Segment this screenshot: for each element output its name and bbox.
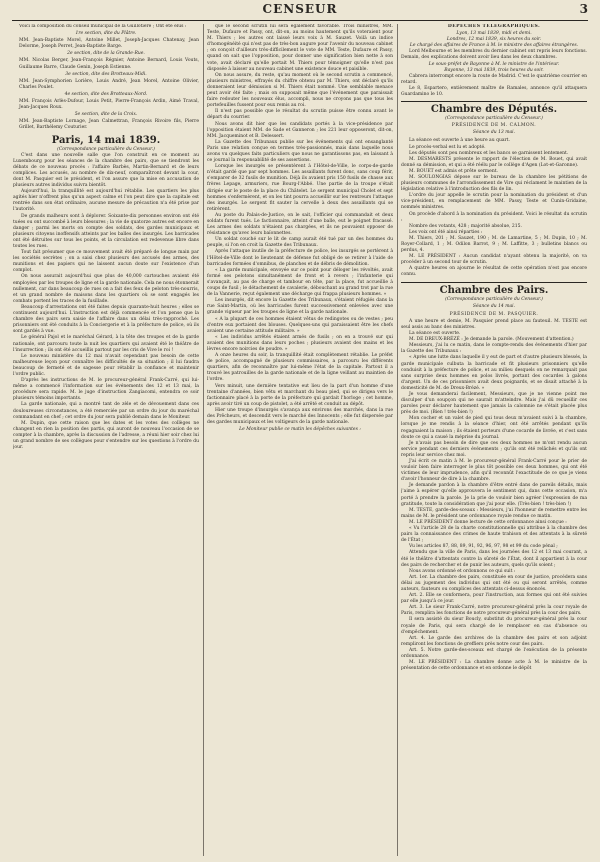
presidency-line: PRÉSIDENCE DE M. CALMON. [451, 123, 537, 129]
session-paragraph: Je demande pardon à la chambre d'être entré dans de pareils détails, mais j'aime à espérer qu'elle approuvera le sentiment qui, dans cette occasion, m'a porté à prendre la parole. Je la prie de vouloir bien agréer l'expression de ma gratitude, toute la considération que j'ai pour elle. (Très-bien ! très-bien !) [401, 483, 587, 507]
depeches-title: DÉPÊCHES TÉLÉGRAPHIQUES. [447, 24, 541, 29]
depeche-line: Lyon, 13 mai 1839, midi et demi. [456, 31, 532, 37]
article-paragraph: Tout fait présumer que ce mouvement avait été préparé de longue main par les sociétés secrètes ; on a saisi chez plusieurs des accusés des armes, des munitions et des papiers qui ne laissent aucun doute sur l'existence d'un complot. [13, 250, 199, 274]
session-paragraph: Art. 3. Le sieur Frank-Carré, notre procureur-général près la cour royale de Paris, remplira les fonctions de notre procureur-général près la cour des pairs. [401, 605, 587, 617]
session-date: Séance du 13 mai. [472, 130, 516, 136]
article-paragraph: Après l'attaque inutile de la préfecture de police, les insurgés se portèrent à l'Hôtel-de-Ville dont le lieutenant de défense fut obligé de se retirer à l'aide de barricades formées d'omnibus, de planches et de débris de démolition. [207, 249, 393, 267]
column-divider [203, 24, 204, 856]
chamber-pairs-heading: Chambre des Pairs. [401, 282, 587, 297]
masthead [12, 2, 588, 21]
depeche-line: Le sous-préfet de Bayonne à M. le ministre de l'intérieur. [428, 61, 560, 67]
session-paragraph: A quatre heures on ajourne le résultat de cette opération n'est pas encore connu. [401, 266, 587, 278]
session-paragraph: Les voix ont été ainsi réparties : [409, 229, 483, 235]
newspaper-title: CENSEUR [262, 2, 338, 16]
article-paragraph: C'est dans une nouvelle salle que l'on construit en ce moment au Luxembourg pour les séances de la chambre des pairs, que se tiendront les débats de ce nouveau procès : l'affaire Barbès, Martin-Bernard et de leurs complices. Les accusés, au nombre de dix-neuf, comparaîtront devant la cour, dont M. Pasquier est le président, et l'on assure que la mise en accusation de plusieurs autres individus suivra bientôt. [13, 152, 199, 189]
page-number: 3 [579, 2, 588, 16]
section-heading: 3e section, dite des Brotteaux-Midi. [65, 71, 147, 77]
article-paragraph: Il n'est pas possible que le résultat du scrutin puisse être connu avant le départ du courrier. [207, 109, 393, 121]
session-paragraph: M. BOUET est admis et prête serment. [409, 168, 498, 174]
article-paragraph: Lorsque les insurgés se présentèrent à l'Hôtel-de-Ville, le corps-de-garde n'était gardé que par sept hommes. Les assaillants furent donc, sans coup férir, s'emparer de 32 fusils de munition. Déjà ils avaient pris 150 fusils de chasse aux frères Lepage, armuriers, rue Bourg-l'Abbé. Une partie de la troupe s'était dirigée sur le poste de la place du Châtelet. Le sergent municipal Cholet et sept hommes s'enfermèrent, et on les tint pourra accueillir sur les rentreurs l'attaque des insurgés. Le sergent fit sauter la cervelle à deux des assaillants qui se retirèrent. [207, 164, 393, 212]
session-paragraph: M. LE PRÉSIDENT donne lecture de cette ordonnance ainsi conçue : [409, 519, 567, 525]
section-heading: 1re section, dite du Plâtre. [75, 31, 137, 37]
session-paragraph: Mon cocher et un valet de pied qui tous deux m'avaient suivi à la chambre, lorsque je me rendis à la séance d'hier, ont été arrêtés pendant qu'ils regagnaient la maison ; ils étaient porteurs d'une cocarde de livrée, et c'est sans doute ce qui a causé la méprise du journal. [401, 416, 587, 440]
article-paragraph: Aujourd'hui, la tranquillité est aujourd'hui rétablie. Les quartiers les plus agités hier n'offrent plus qu'un aspect calme et l'on peut dire que la capitale est rentrée dans son état ordinaire, aucune mesure de précaution n'a été prise par l'autorité. [13, 189, 199, 213]
article-paragraph: Le général Pajol et le maréchal Gérard, à la tête des troupes et de la garde nationale, ont parcouru toute la nuit les quartiers qui avaient été le théâtre de l'insurrection ; ils ont été accueillis partout par les cris de Vive le roi ! [13, 335, 199, 353]
depeche-line: Bayonne, 13 mai 1839, trois heures du soir. [444, 67, 544, 73]
session-paragraph: « Vu l'article 28 de la charte constitutionnelle qui attribue à la chambre des pairs la connaissance des crimes de haute trahison et des attentats à la sûreté de l'État ; [401, 526, 587, 544]
session-paragraph: Les députés sont peu nombreux et les bancs se garnissent lentement. [409, 150, 569, 156]
member-list: MM. François Arlès-Dufour, Louis Petit, Pierre-François Ardin, Aimé Traval, Jean-Jacques Roux. [19, 99, 199, 111]
member-list: MM. Jean-Symphorien Lorière, Louis André, Jean Morel, Antoine Olivier, Charles Poulet. [19, 78, 199, 90]
section-heading: 2e section, dite de la Grande-Rue. [67, 51, 145, 57]
correspondence-note: (Correspondance particulière du Censeur.) [57, 146, 155, 152]
session-paragraph: M. SOULONGIAS dépose sur le bureau de la chambre les pétitions de plusieurs communes de l'arrondissement de Vire qui réclament le maintien de la législation relative à l'introduction des fils de lin. [401, 174, 587, 193]
article-paragraph: que le second scrutin lui sera également favorable. Trois ministres, MM. Teste, Dufaure et Passy, ont, dit-on, au moins hautement qu'ils voteraient pour M. Thiers ; les autres ont laissé leurs voix à M. Sauzet. Voilà un indice d'homogénéité qui n'est pas de très-bon augure pour l'avenir du nouveau cabinet ; on conçoit d'ailleurs très-difficilement le vote de MM. Teste, Dufaure et Passy, quand on sait que l'opposition, pour donner une signification bien nette à son vote, avait déclaré qu'elle portait M. Thiers pour témoigner qu'elle n'est pas disposée à laisser au nouveau cabinet une existence douce et paisible. [207, 24, 393, 72]
column-2 [207, 24, 393, 856]
member-list: MM. Jean-Baptiste Morel, Antoine Millet, Joseph-Jacques Chatenay, Jean Delorme, Joseph Perret, Jean-Baptiste Barge. [19, 38, 199, 50]
session-paragraph: Nous avons ordonné et ordonnons ce qui suit : [409, 568, 516, 574]
correspondence-note: (Correspondance particulière du Censeur.) [445, 116, 543, 122]
session-paragraph: On procède d'abord à la nomination du président. Voici le résultat du scrutin : [401, 211, 587, 223]
chamber-deputes-heading: Chambre des Députés. [401, 101, 587, 116]
section-heading: 5e section, dite de la Croix. [74, 112, 138, 118]
session-paragraph: La séance est ouverte à une heure au quart. [409, 138, 510, 144]
article-paragraph: Vers minuit, une dernière tentative eut lieu de la part d'un homme d'une trentaine d'années, bien vêtu et marchant du beau pied, qui se dirigea vers le factionnaire placé à la porte de la préfecture qui gardait l'horloge ; cet homme, après avoir tiré un coup de pistolet, a été arrêté et conduit au dépôt. [207, 383, 393, 407]
session-paragraph: Art. 2. Elle se conformera, pour l'instruction, aux formes qui ont été suivies par elle jusqu'à ce jour. [401, 593, 587, 605]
article-paragraph: La garde nationale, qui a montré tant de zèle et de dévouement dans ces douloureuses circonstances, a été remerciée par un ordre du jour du maréchal commandant en chef ; cet ordre du jour sera publié demain dans le Moniteur. [13, 402, 199, 420]
article-paragraph: « Les individus arrêtés étaient armés de fusils ; on en a trouvé sur qui avaient des munitions dans leurs poches ; plusieurs avaient des mains et les lèvres encore noircies de poudre. » [207, 334, 393, 352]
session-paragraph: Art. 4. Le garde des archives de la chambre des pairs et son adjoint rempliront les fonctions de greffiers près notre cour des pairs. [401, 635, 587, 647]
session-paragraph: A une heure et demie, M. Pasquier prend place au fauteuil. M. TESTE est seul assis au banc des ministres. [401, 318, 587, 330]
member-list: MM. Nicolas Berger, Jean-François Régnier, Antoine Bernard, Louis Vouts, Guillaume Barre, Claude Genin, Joseph Estienne. [19, 58, 199, 70]
depeche-line: Lord Melbourne et les membres du dernier cabinet ont repris leurs fonctions. Demain, des explications doivent avoir lieu dans les deux chambres. [401, 49, 587, 61]
intro-line: Voici la composition du conseil municipal de la Guillotière ; Ont été élus : [19, 24, 187, 29]
session-paragraph: M. DE DREUX-BRÉZÉ : Je demande la parole. (Mouvement d'attention.) [409, 337, 574, 343]
article-paragraph: La Gazette des Tribunaux publie sur les événements qui ont ensanglanté Paris une relation conçue en termes très-passionnés, mais dans laquelle nous avons vu quelques faits particuliers que nous ne garantissons pas, en laissant à ce journal la responsabilité de ses assertions. [207, 139, 393, 164]
session-paragraph: Je vous demanderai facilement, Messieurs, que je ne vienne point me disculper d'un soupçon qui ne saurait m'atteindre. Mais j'ai dû recueillir ces paroles pour déclarer hautement que jamais la calomnie ne s'était placée plus près de moi. (Bien ! très-bien !) [401, 391, 587, 416]
article-paragraph: On nous assurait aujourd'hui que plus de 40,000 cartouches avaient été employées par les troupes de ligne et la garde nationale. Cela ne nous étonnerait nullement, car dans beaucoup de rues on a fait des feux de peloton très-nourris, et un grand nombre de maisons dans les quartiers où se sont engagés les combats portent les traces de la fusillade. [13, 274, 199, 304]
article-paragraph: Hier une troupe d'insurgés s'avança aux environs des marchés, dans la rue des Prêcheurs, et descendit vers le marché des Innocents ; elle fut dispersée par des gardes municipaux et les voltigeurs de la garde nationale. [207, 407, 393, 426]
session-paragraph: Il sera assisté du sieur Boucly, substitut du procureur-général près la cour royale de Paris, qui sera chargé de le remplacer en cas d'absence ou d'empêchement. [401, 617, 587, 635]
article-paragraph: D'après les instructions de M. le procureur-général Frank-Carré, qui lui-même a commencé l'information sur les événements des 12 et 13 mai, la procédure sera rapide. M. le juge d'instruction Zangiacomi, entendra ce soir plusieurs témoins importants. [13, 378, 199, 402]
session-paragraph: M. LE PRÉSIDENT : La chambre donne acte à M. le ministre de la présentation de cette ordonnance et en ordonne le dépôt [401, 660, 587, 672]
column-1 [13, 24, 199, 856]
article-paragraph: Beaucoup d'arrestations ont été faites depuis quarante-huit heures ; elles se continuent aujourd'hui. L'instruction est déjà commencée et l'on pense que la chambre des pairs sera saisie de l'affaire dans un délai très-rapproché. Les prisonniers ont été conduits à la Conciergerie et à la préfecture de police, où ils sont gardés à vue. [13, 304, 199, 335]
dateline-heading: Paris, 14 mai 1839. [51, 134, 161, 146]
article-paragraph: Le nouveau ministère du 12 mai n'avait cependant pas besoin de cette malheureuse leçon pour connaître les difficultés de sa situation ; il lui faudra beaucoup de fermeté et de sagesse pour rétablir la confiance et maintenir l'ordre public. [13, 353, 199, 377]
article-paragraph: De grands malheurs sont à déplorer. Soixante-dix personnes environ ont été tuées ou ont succombé à leurs blessures ; la vie de quatorze autres est encore en danger ; parmi les morts on compte des soldats, des gardes municipaux et plusieurs citoyens inoffensifs atteints par les balles des insurgés. Les barricades ont été détruites sur tous les points, et la circulation est redevenue libre dans toutes les rues. [13, 213, 199, 249]
article-paragraph: M. Dupin, que cette raison que les dates et les votes des collèges ne changent en rien la position des partis, qui auront de nouveau l'occasion de se compter à la chambre, après la discussion de l'adresse, a réuni hier soir chez lui un grand nombre de ses collègues pour s'entendre sur les questions à l'ordre du jour. [13, 420, 199, 451]
depeche-line: Cabrera interrompt encore la route de Madrid. C'est le quatrième courrier en retard. [401, 73, 587, 85]
article-paragraph: On nous assure, du reste, qu'au moment où le second scrutin a commencé, plusieurs ministres, effrayés du chiffre obtenu par M. Thiers, ont déclaré qu'ils donneraient leur démission si M. Thiers était nommé. Une semblable menace peut avoir été faite ; mais on supposait même que l'événement que paraissait faire redouter les nouveaux élus, accompli, nous ne croyons pas que tous les portefeuilles fussent pour eux remis au roi. [207, 72, 393, 109]
session-paragraph: M. DESMARESTS présente le rapport de l'élection de M. Bouet, qui avait donné sa démission, et qui a été réélu par le collège d'Agen (Lot-et-Garonne). [401, 156, 587, 168]
session-paragraph: Attendu que la ville de Paris, dans les journées des 12 et 13 mai courant, a été le théâtre d'attentats contre la sûreté de l'État, dont il appartient à la cour des pairs de rechercher et de punir les auteurs, quels qu'ils soient ; [401, 550, 587, 568]
section-heading: 4e section, dite des Brotteaux-Nord. [64, 91, 148, 97]
footer-note: Le Moniteur publie ce matin les dépêches suivantes : [239, 427, 361, 433]
session-paragraph: Messieurs, j'ai lu ce matin, dans le compte-rendu des événements d'hier par la Gazette des Tribunaux : [401, 343, 587, 355]
session-paragraph: J'ai écrit ce matin à M. le procureur-général Frank-Carré pour le prier de vouloir bien faire interroger le plus tôt possible ces deux hommes, qui ont été victimes de leur imprudence, afin qu'il reconnût l'exactitude de ce que je viens d'avoir l'honneur de dire à la chambre. [401, 459, 587, 483]
session-paragraph: Le procès-verbal est lu et adopté. [409, 144, 486, 150]
correspondence-note: (Correspondance particulière du Censeur.) [445, 296, 543, 302]
member-list: MM. Jean-Baptiste Lornage, Jean Calmettran, François Rivoire fils, Pierre Grillet, Barthélemy Couturier. [19, 119, 199, 131]
article-paragraph: Un soldat couché sur le lit de camp aurait été tué par un des hommes du peuple, si l'on en croit la Gazette des Tribunaux. [207, 237, 393, 249]
article-paragraph: Au poste du Palais-de-Justice, on le sait, l'officier qui commandait et deux soldats furent tués. Le factionnaire, atteint d'une balle, eut le poignet fracassé. Les armes des soldats n'étaient pas chargées, et ils ne pouvaient opposer de résistance qu'avec leurs baïonnettes. [207, 212, 393, 237]
session-paragraph: M. Thiers, 201 ; M. Sauzet, 190 ; M. de Lamartine, 5 ; M. Dupin, 10 ; M. Royer-Collard, 1 ; M. Odilon Barrot, 9 ; M. Laffitte, 3 ; bulletins blancs ou perdus, 4. [401, 235, 587, 254]
depeche-line: Le 8, Espartero, entièrement maître de Ramales, annonce qu'il attaquera Guardamino le 10. [401, 85, 587, 98]
article-paragraph: Les insurgés, dit encore la Gazette des Tribunaux, s'étaient réfugiés dans la rue Saint-Martin, où les barricades furent successivement enlevées avec une grande vigueur par les troupes de ligne et la garde nationale. [207, 298, 393, 316]
session-paragraph: M. TESTE, garde-des-sceaux : Messieurs, j'ai l'honneur de remettre entre les mains de M. le président une ordonnance royale rendue ce matin. [401, 507, 587, 519]
depeche-line: Le chargé des affaires de France à M. le ministre des affaires étrangères. [409, 43, 579, 49]
article-paragraph: « La garde municipale, envoyée sur ce point pour déloger les révoltés, avait formé ses pelotons simultanément de front et à revers ; l'infanterie qui s'avançait, au pas de charge et tambour en tête, par la place, fut accueillie à coups de fusil ; le détachement de cavalerie, débouchant au grand trot par la rue de la Vannerie, reçut également une décharge qui frappa plusieurs hommes. » [207, 267, 393, 298]
session-paragraph: L'ordre du jour appelle le scrutin pour la nomination du président et d'un vice-président, en remplacement de MM. Passy, Teste et Cunin-Gridaine, nommés ministres. [401, 193, 587, 211]
session-paragraph: Je n'avais pas besoin de dire que ces deux hommes ne m'ont rendu aucun service pendant ces derniers événements ; qu'ils ont été relâchés et qu'ils ont repris leur service chez moi. [401, 440, 587, 458]
session-paragraph: M. LE PRÉSIDENT : Aucun candidat n'ayant obtenu la majorité, on va procéder à un second tour de scrutin. [401, 254, 587, 266]
article-paragraph: Nous avons dit hier que les candidats portés à la vice-présidence par l'opposition étaient MM. de Sade et Ganneron ; les 221 leur opposeront, dit-on, MM. Jacqueminot et B. Delessert. [207, 121, 393, 139]
column-divider [397, 24, 398, 856]
session-paragraph: Art. 1er. La chambre des pairs, constituée en cour de justice, procédera sans délai au jugement des individus qui ont été ou qui seront arrêtés, comme auteurs, fauteurs ou complices des attentats ci-dessus énoncés. [401, 574, 587, 592]
session-paragraph: « Après une lutte dans laquelle il y eut de part et d'autre plusieurs blessés, la garde municipale culbuta la barricade et fit plusieurs prisonniers qu'elle conduisit à la préfecture de police, et au milieu desquels on ne remarquait pas sans surprise deux hommes en polos livrés, portant des cocardes à galons d'argent. Un de ces prisonniers avait deux poignards, et se disait attaché à la domesticité de M. de Dreux-Brézé. » [401, 355, 587, 391]
session-paragraph: Vu les articles 87, 88, 89, 91, 92, 96, 97, 98 et 99 du code pénal ; [409, 544, 558, 550]
session-paragraph: Nombre des votants, 428 ; majorité absolue, 215. [409, 223, 522, 229]
article-paragraph: « A la plupart de ces hommes étaient vêtus de redingotes ou de vestes ; peu d'entre eux portaient des blouses. Quelques-uns qui paraissaient être les chefs avaient une certaine attitude militaire. » [207, 316, 393, 334]
session-paragraph: La séance est ouverte. [409, 331, 461, 337]
presidency-line: PRÉSIDENCE DE M. PASQUIER. [449, 311, 539, 317]
column-3 [401, 24, 587, 856]
session-paragraph: Art. 5. Notre garde-des-sceaux est chargé de l'exécution de la présente ordonnance. [401, 647, 587, 659]
session-date: Séance du 14 mai. [472, 303, 516, 309]
depeche-line: Londres, 12 mai 1839, six heures du soir. [446, 37, 542, 43]
article-paragraph: A onze heures du soir, la tranquillité était complètement rétablie. Le préfet de police, accompagné de plusieurs commissaires, a parcouru les différents quartiers, afin de reconnaître par lui-même l'état de la capitale. Partout il a trouvé les patrouilles de la garde nationale et de la ligne veillant au maintien de l'ordre. [207, 353, 393, 383]
